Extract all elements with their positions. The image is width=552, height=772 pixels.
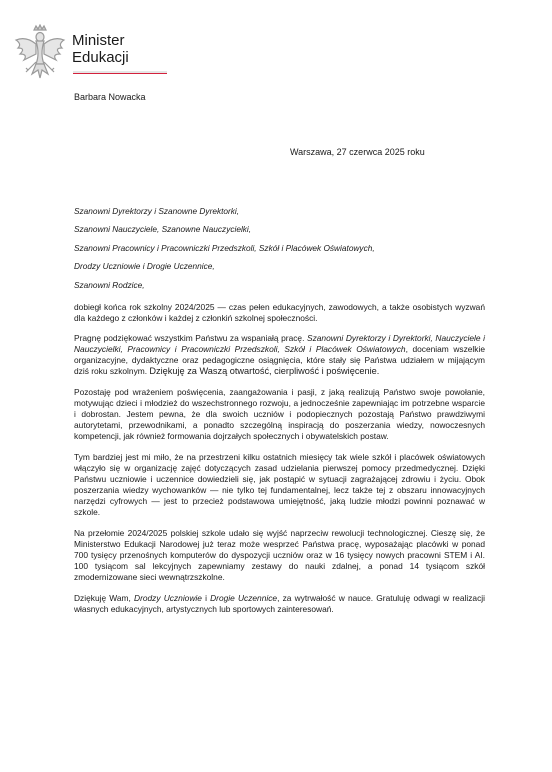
paragraph-text: Dziękuję Wam,: [74, 593, 135, 603]
letterhead: [12, 24, 212, 94]
paragraph: dobiegł końca rok szkolny 2024/2025 — czas pełen edukacyjnych, zawodowych, a także osobistych wyzwań dla każdego z członków i każdej z członkiń szkolnej społeczności.: [74, 302, 485, 323]
paragraph: [74, 593, 485, 615]
paragraph-emphasis: Szanowni Dyrektorzy i Dyrektorki, Nauczyciele i Nauczycielki, Pracownicy i Pracowniczki Przedszkoli, Szkół i Placówek Oświatowych: [74, 333, 485, 354]
salutation-line: Szanowni Nauczyciele, Szanowne Nauczycielki,: [74, 224, 252, 235]
paragraph: Na przełomie 2024/2025 polskiej szkole udało się wyjść naprzeciw rewolucji technologicznej. Cieszę się, że Ministerstwo Edukacji Narodowej już teraz może wesprzeć Państwa pracę, wyposażając placówki w ponad 700 tysięcy przenośnych komputerów do dyspozycji uczniów oraz w 16 tysięcy nowych pracowni STEM i AI. 100 tysiącom sal lekcyjnych zapewniamy zestawy do nauki zdalnej, a ponad 14 tysiącom szkół zmodernizowane sieci wewnątrzszkolne.: [74, 528, 485, 582]
ministry-name-line1: Minister: [72, 32, 125, 49]
paragraph-emphasis: Drodzy Uczniowie: [134, 593, 202, 603]
paragraph-text: , doceniam wszelkie organizacyjne, dydaktyczne oraz pedagogiczne osiągnięcia, które stały się Państwa udziałem w mijającym dziś roku szkolnym.: [74, 344, 485, 376]
minister-name: Barbara Nowacka: [74, 92, 146, 102]
salutation-line: Szanowni Rodzice,: [74, 279, 145, 290]
salutation-line: Szanowni Dyrektorzy i Szanowne Dyrektorki,: [74, 206, 240, 216]
salutations: [74, 206, 494, 298]
paragraph-emphasis: Drogie Uczennice: [210, 593, 278, 603]
ministry-name-line2: Edukacji: [72, 49, 129, 66]
salutation-line: Drodzy Uczniowie i Drogie Uczennice,: [74, 261, 215, 272]
paragraph-text: Dziękuję za Waszą otwartość, cierpliwość i poświęcenie.: [149, 366, 380, 376]
paragraph-text: i: [201, 593, 211, 603]
paragraph: Pozostaję pod wrażeniem poświęcenia, zaangażowania i pasji, z jaką realizują Państwo swoje powołanie, motywując dzieci i młodzież do wszechstronnego rozwoju, a jednocześnie zapewniając im potrzebne wsparcie i dobrostan. Jestem pewna, że dla swoich uczniów i podopiecznych pozostają Państwo prawdziwymi autorytetami, przewodnikami, a ponadto szczególną inspiracją do poszerzania wiedzy, nowoczesnych kompetencji, jak również formowania dojrzałych społecznych i obywatelskich postaw.: [74, 387, 485, 441]
paragraph: Tym bardziej jest mi miło, że na przestrzeni kilku ostatnich miesięcy tak wiele szkół i placówek oświatowych włączyło się w organizację zajęć dotyczących zasad udzielania pierwszej pomocy przedmedycznej. Dzięki Państwu uczniowie i uczennice dowiedzieli się, jak postąpić w sytuacji zagrażającej zdrowiu i życiu. Obok poszerzania wiedzy wychowanków — nie tylko tej fundamentalnej, lecz także tej z obszaru innowacyjnych narzędzi cyfrowych — jest to przecież podstawowa umiejętność, jaką ludzie młodzi powinni poznawać w szkole.: [74, 452, 485, 517]
polish-eagle-icon: [12, 24, 68, 84]
paragraph: [74, 333, 485, 377]
paragraph-text: Pragnę podziękować wszystkim Państwu za wspaniałą pracę.: [74, 333, 307, 343]
ministry-name: [72, 32, 129, 66]
salutation-line: Szanowni Pracownicy i Pracowniczki Przedszkoli, Szkół i Placówek Oświatowych,: [74, 242, 375, 253]
paragraph-text: , za wytrwałość w nauce. Gratuluję odwagi w realizacji własnych edukacyjnych, artystycznych lub sportowych zainteresowań.: [74, 593, 485, 614]
flag-stripe: [73, 71, 167, 74]
letter-body: [74, 302, 485, 625]
letter-date: Warszawa, 27 czerwca 2025 roku: [290, 147, 425, 157]
